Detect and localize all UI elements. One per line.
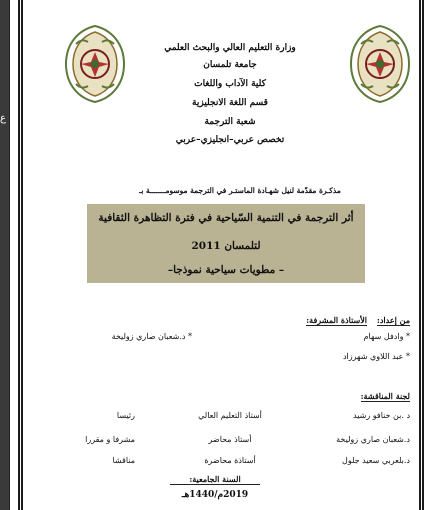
committee-role-1: رئيسا: [116, 411, 135, 420]
university-seal-right: [347, 24, 413, 104]
committee-role-3: مناقشا: [112, 456, 135, 465]
academic-year: 2019م/1440هـ: [181, 490, 249, 500]
academic-year-label: السنة الجامعية:: [170, 474, 260, 485]
branch-name: شعبة الترجمة: [204, 117, 256, 127]
department-name: قسم اللغة الانجليزية: [192, 98, 268, 108]
title-box: [87, 204, 365, 283]
committee-rank-1: أستاذ التعليم العالي: [198, 411, 262, 420]
committee-name-2: د.شعبان صاري زوليخة: [336, 435, 410, 444]
supervisor-name: * د.شعبان صاري زوليخة: [111, 332, 192, 341]
thesis-subtitle: مذكـرة مقدّمة لنيل شهـادة الماستـر في الترجمة موسومـــــــة بـ: [139, 186, 341, 195]
committee-label: لجنة المناقشة:: [360, 391, 410, 401]
student-1: * وادفل سهام: [363, 332, 410, 341]
title-line-2: لتلمسان 2011: [191, 240, 261, 252]
university-name: جامعة تلمسان: [203, 60, 257, 70]
title-line-3: – مطويات سياحية نموذجا–: [167, 264, 285, 276]
prepared-by-label: من إعداد:: [376, 315, 410, 325]
side-mark: ع: [0, 113, 6, 124]
ministry-name: وزارة التعليم العالي والبحث العلمي: [164, 43, 296, 53]
document-page: [9, 0, 430, 510]
committee-name-3: د.بلعربي سعيد جلول: [342, 456, 410, 465]
specialty-name: تخصص عربي–انجليزي–عربي: [175, 135, 285, 145]
supervisor-label: الأستاذة المشرفة:: [306, 315, 367, 325]
university-seal-left: [62, 24, 128, 104]
committee-rank-3: أستاذة محاضرة: [204, 456, 256, 465]
committee-name-1: د .بن خنافو رشيد: [353, 411, 410, 420]
student-2: * عبد اللاوي شهرزاد: [342, 352, 410, 361]
committee-rank-2: أستاذ محاضر: [208, 435, 252, 444]
faculty-name: كلية الآداب واللغات: [194, 79, 266, 89]
title-line-1: أثر الترجمة في التنمية السّياحية في فترة التظاهرة الثقافية: [98, 212, 354, 224]
committee-role-2: مشرفا و مقررا: [85, 435, 135, 444]
